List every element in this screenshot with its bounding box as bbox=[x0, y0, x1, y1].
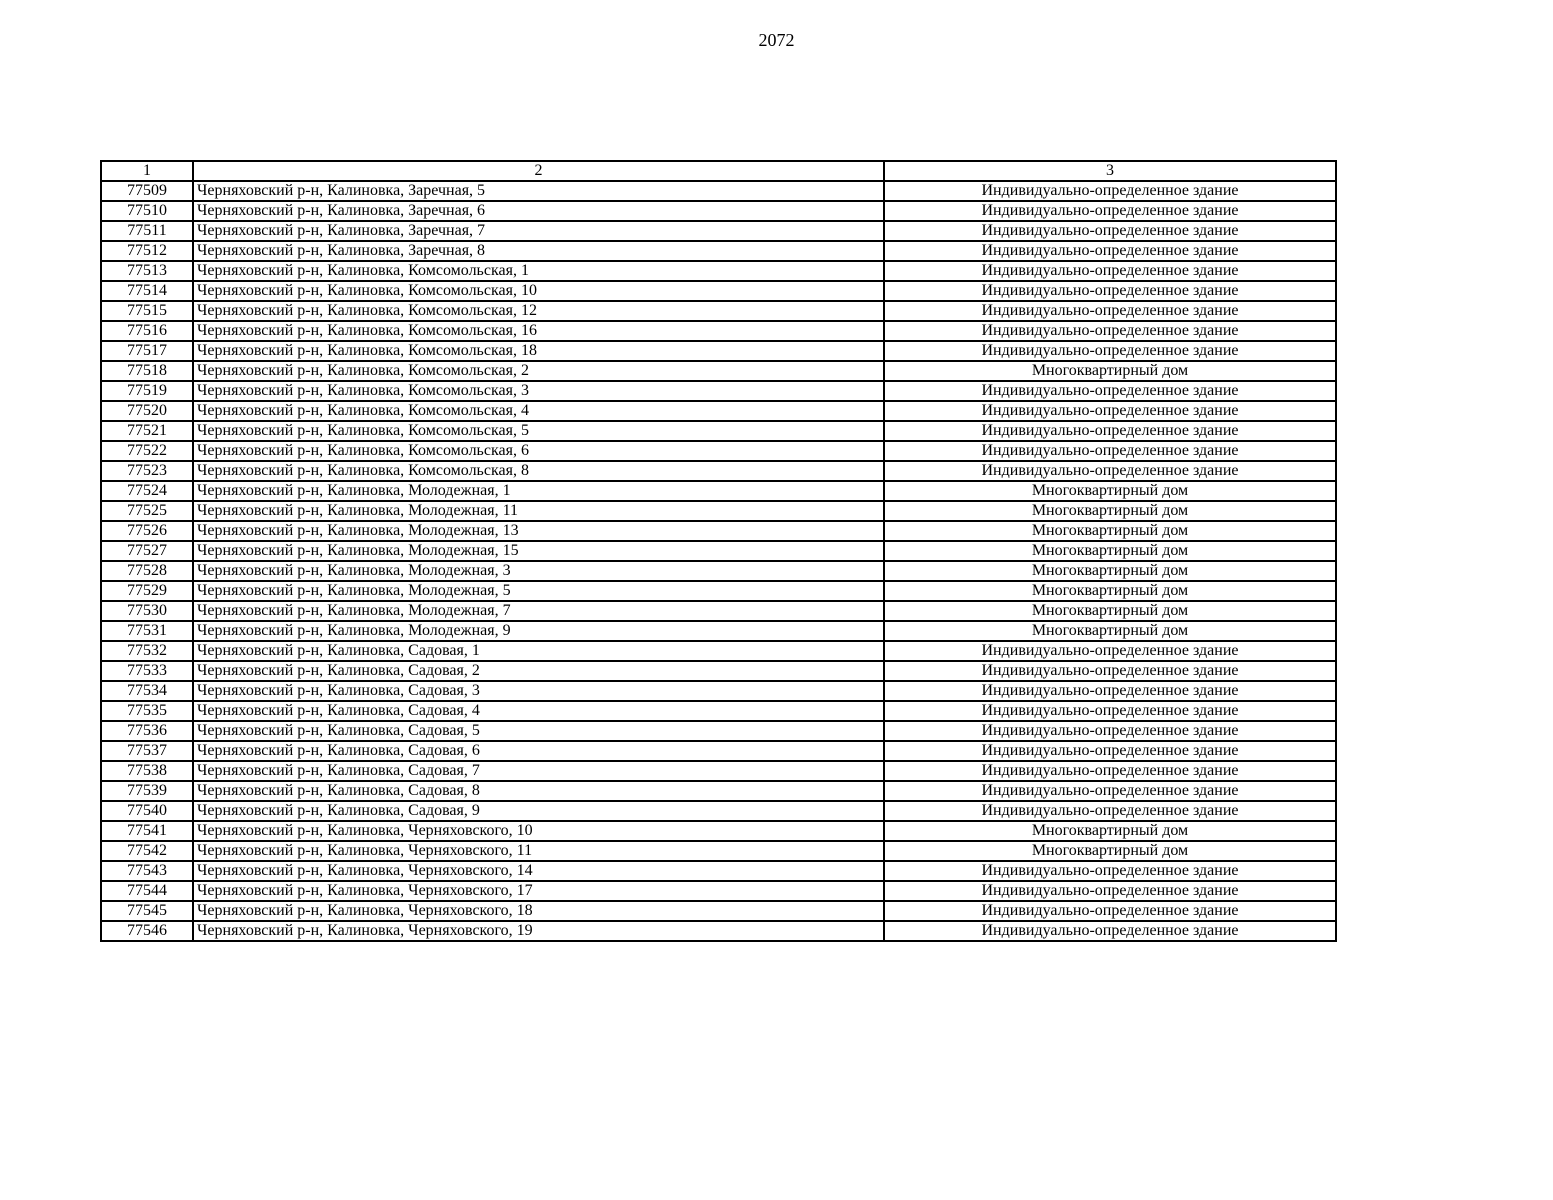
cell-number: 77528 bbox=[101, 561, 193, 581]
cell-address: Черняховский р-н, Калиновка, Комсомольская, 16 bbox=[193, 321, 884, 341]
cell-address: Черняховский р-н, Калиновка, Садовая, 3 bbox=[193, 681, 884, 701]
table-row bbox=[101, 181, 1336, 201]
cell-address: Черняховский р-н, Калиновка, Садовая, 4 bbox=[193, 701, 884, 721]
cell-number: 77516 bbox=[101, 321, 193, 341]
cell-building-type: Индивидуально-определенное здание bbox=[884, 421, 1336, 441]
cell-address: Черняховский р-н, Калиновка, Молодежная, 15 bbox=[193, 541, 884, 561]
cell-building-type: Многоквартирный дом bbox=[884, 541, 1336, 561]
cell-number: 77509 bbox=[101, 181, 193, 201]
cell-building-type: Индивидуально-определенное здание bbox=[884, 881, 1336, 901]
cell-address: Черняховский р-н, Калиновка, Заречная, 5 bbox=[193, 181, 884, 201]
cell-number: 77539 bbox=[101, 781, 193, 801]
cell-address: Черняховский р-н, Калиновка, Черняховского, 10 bbox=[193, 821, 884, 841]
cell-address: Черняховский р-н, Калиновка, Садовая, 8 bbox=[193, 781, 884, 801]
cell-address: Черняховский р-н, Калиновка, Садовая, 7 bbox=[193, 761, 884, 781]
cell-number: 77524 bbox=[101, 481, 193, 501]
cell-building-type: Индивидуально-определенное здание bbox=[884, 341, 1336, 361]
cell-number: 77519 bbox=[101, 381, 193, 401]
cell-building-type: Индивидуально-определенное здание bbox=[884, 661, 1336, 681]
cell-number: 77515 bbox=[101, 301, 193, 321]
cell-number: 77525 bbox=[101, 501, 193, 521]
cell-address: Черняховский р-н, Калиновка, Комсомольская, 5 bbox=[193, 421, 884, 441]
cell-address: Черняховский р-н, Калиновка, Комсомольская, 4 bbox=[193, 401, 884, 421]
cell-building-type: Многоквартирный дом bbox=[884, 841, 1336, 861]
cell-number: 77546 bbox=[101, 921, 193, 941]
table-row bbox=[101, 761, 1336, 781]
cell-building-type: Индивидуально-определенное здание bbox=[884, 801, 1336, 821]
cell-address: Черняховский р-н, Калиновка, Комсомольская, 3 bbox=[193, 381, 884, 401]
cell-address: Черняховский р-н, Калиновка, Садовая, 2 bbox=[193, 661, 884, 681]
cell-building-type: Индивидуально-определенное здание bbox=[884, 321, 1336, 341]
cell-address: Черняховский р-н, Калиновка, Молодежная, 11 bbox=[193, 501, 884, 521]
cell-address: Черняховский р-н, Калиновка, Молодежная, 5 bbox=[193, 581, 884, 601]
cell-number: 77521 bbox=[101, 421, 193, 441]
table-row bbox=[101, 461, 1336, 481]
cell-number: 77538 bbox=[101, 761, 193, 781]
table-row bbox=[101, 261, 1336, 281]
header-cell-address: 2 bbox=[193, 161, 884, 181]
table-row bbox=[101, 301, 1336, 321]
cell-building-type: Индивидуально-определенное здание bbox=[884, 261, 1336, 281]
cell-address: Черняховский р-н, Калиновка, Заречная, 7 bbox=[193, 221, 884, 241]
table-row bbox=[101, 201, 1336, 221]
cell-address: Черняховский р-н, Калиновка, Садовая, 5 bbox=[193, 721, 884, 741]
cell-number: 77542 bbox=[101, 841, 193, 861]
cell-address: Черняховский р-н, Калиновка, Комсомольская, 8 bbox=[193, 461, 884, 481]
cell-address: Черняховский р-н, Калиновка, Заречная, 6 bbox=[193, 201, 884, 221]
cell-number: 77518 bbox=[101, 361, 193, 381]
table-row bbox=[101, 841, 1336, 861]
cell-building-type: Индивидуально-определенное здание bbox=[884, 181, 1336, 201]
table-row bbox=[101, 341, 1336, 361]
cell-address: Черняховский р-н, Калиновка, Черняховского, 17 bbox=[193, 881, 884, 901]
cell-address: Черняховский р-н, Калиновка, Садовая, 6 bbox=[193, 741, 884, 761]
table-row bbox=[101, 881, 1336, 901]
table-row bbox=[101, 641, 1336, 661]
cell-address: Черняховский р-н, Калиновка, Садовая, 1 bbox=[193, 641, 884, 661]
table-row bbox=[101, 361, 1336, 381]
page-number: 2072 bbox=[758, 30, 795, 50]
table-row bbox=[101, 921, 1336, 941]
cell-address: Черняховский р-н, Калиновка, Молодежная, 1 bbox=[193, 481, 884, 501]
cell-building-type: Индивидуально-определенное здание bbox=[884, 681, 1336, 701]
table-row bbox=[101, 801, 1336, 821]
cell-address: Черняховский р-н, Калиновка, Молодежная, 7 bbox=[193, 601, 884, 621]
cell-building-type: Многоквартирный дом bbox=[884, 621, 1336, 641]
cell-address: Черняховский р-н, Калиновка, Молодежная, 13 bbox=[193, 521, 884, 541]
table-row bbox=[101, 561, 1336, 581]
cell-address: Черняховский р-н, Калиновка, Черняховского, 11 bbox=[193, 841, 884, 861]
header-row bbox=[101, 161, 1336, 181]
table-row bbox=[101, 241, 1336, 261]
cell-address: Черняховский р-н, Калиновка, Комсомольская, 12 bbox=[193, 301, 884, 321]
cell-number: 77522 bbox=[101, 441, 193, 461]
table-row bbox=[101, 601, 1336, 621]
table-row bbox=[101, 661, 1336, 681]
cell-building-type: Индивидуально-определенное здание bbox=[884, 281, 1336, 301]
cell-number: 77533 bbox=[101, 661, 193, 681]
table-row bbox=[101, 441, 1336, 461]
cell-number: 77523 bbox=[101, 461, 193, 481]
cell-building-type: Индивидуально-определенное здание bbox=[884, 461, 1336, 481]
cell-building-type: Многоквартирный дом bbox=[884, 361, 1336, 381]
table-row bbox=[101, 381, 1336, 401]
table-row bbox=[101, 721, 1336, 741]
table-row bbox=[101, 781, 1336, 801]
cell-address: Черняховский р-н, Калиновка, Черняховского, 14 bbox=[193, 861, 884, 881]
cell-number: 77541 bbox=[101, 821, 193, 841]
cell-building-type: Многоквартирный дом bbox=[884, 501, 1336, 521]
cell-number: 77520 bbox=[101, 401, 193, 421]
cell-number: 77544 bbox=[101, 881, 193, 901]
table-row bbox=[101, 701, 1336, 721]
cell-building-type: Многоквартирный дом bbox=[884, 561, 1336, 581]
table-row bbox=[101, 741, 1336, 761]
cell-building-type: Индивидуально-определенное здание bbox=[884, 921, 1336, 941]
cell-building-type: Индивидуально-определенное здание bbox=[884, 441, 1336, 461]
cell-number: 77517 bbox=[101, 341, 193, 361]
cell-building-type: Индивидуально-определенное здание bbox=[884, 741, 1336, 761]
cell-building-type: Многоквартирный дом bbox=[884, 481, 1336, 501]
cell-address: Черняховский р-н, Калиновка, Молодежная, 3 bbox=[193, 561, 884, 581]
table-row bbox=[101, 221, 1336, 241]
table-row bbox=[101, 681, 1336, 701]
cell-building-type: Индивидуально-определенное здание bbox=[884, 301, 1336, 321]
cell-building-type: Многоквартирный дом bbox=[884, 521, 1336, 541]
cell-building-type: Индивидуально-определенное здание bbox=[884, 761, 1336, 781]
cell-number: 77514 bbox=[101, 281, 193, 301]
cell-address: Черняховский р-н, Калиновка, Комсомольская, 10 bbox=[193, 281, 884, 301]
table-row bbox=[101, 581, 1336, 601]
table-row bbox=[101, 861, 1336, 881]
registry-table bbox=[100, 160, 1337, 942]
table-row bbox=[101, 821, 1336, 841]
cell-building-type: Индивидуально-определенное здание bbox=[884, 701, 1336, 721]
cell-building-type: Индивидуально-определенное здание bbox=[884, 201, 1336, 221]
cell-number: 77537 bbox=[101, 741, 193, 761]
cell-number: 77512 bbox=[101, 241, 193, 261]
cell-building-type: Многоквартирный дом bbox=[884, 821, 1336, 841]
cell-building-type: Индивидуально-определенное здание bbox=[884, 241, 1336, 261]
cell-number: 77513 bbox=[101, 261, 193, 281]
cell-address: Черняховский р-н, Калиновка, Комсомольская, 18 bbox=[193, 341, 884, 361]
table-row bbox=[101, 481, 1336, 501]
cell-building-type: Индивидуально-определенное здание bbox=[884, 901, 1336, 921]
table-row bbox=[101, 321, 1336, 341]
table-row bbox=[101, 421, 1336, 441]
cell-address: Черняховский р-н, Калиновка, Черняховского, 19 bbox=[193, 921, 884, 941]
table-row bbox=[101, 521, 1336, 541]
table-row bbox=[101, 901, 1336, 921]
table-row bbox=[101, 501, 1336, 521]
table-body bbox=[101, 161, 1336, 941]
table-row bbox=[101, 621, 1336, 641]
cell-building-type: Многоквартирный дом bbox=[884, 581, 1336, 601]
cell-number: 77529 bbox=[101, 581, 193, 601]
cell-number: 77543 bbox=[101, 861, 193, 881]
cell-address: Черняховский р-н, Калиновка, Комсомольская, 6 bbox=[193, 441, 884, 461]
cell-number: 77526 bbox=[101, 521, 193, 541]
table-row bbox=[101, 401, 1336, 421]
cell-address: Черняховский р-н, Калиновка, Комсомольская, 1 bbox=[193, 261, 884, 281]
cell-address: Черняховский р-н, Калиновка, Молодежная, 9 bbox=[193, 621, 884, 641]
cell-building-type: Индивидуально-определенное здание bbox=[884, 721, 1336, 741]
cell-number: 77530 bbox=[101, 601, 193, 621]
header-cell-type: 3 bbox=[884, 161, 1336, 181]
cell-number: 77540 bbox=[101, 801, 193, 821]
cell-building-type: Индивидуально-определенное здание bbox=[884, 861, 1336, 881]
cell-building-type: Индивидуально-определенное здание bbox=[884, 381, 1336, 401]
cell-building-type: Индивидуально-определенное здание bbox=[884, 641, 1336, 661]
cell-number: 77531 bbox=[101, 621, 193, 641]
cell-building-type: Индивидуально-определенное здание bbox=[884, 221, 1336, 241]
cell-number: 77511 bbox=[101, 221, 193, 241]
table-row bbox=[101, 281, 1336, 301]
cell-address: Черняховский р-н, Калиновка, Комсомольская, 2 bbox=[193, 361, 884, 381]
cell-number: 77535 bbox=[101, 701, 193, 721]
cell-number: 77534 bbox=[101, 681, 193, 701]
cell-building-type: Многоквартирный дом bbox=[884, 601, 1336, 621]
cell-number: 77545 bbox=[101, 901, 193, 921]
cell-address: Черняховский р-н, Калиновка, Черняховского, 18 bbox=[193, 901, 884, 921]
header-cell-number: 1 bbox=[101, 161, 193, 181]
table-row bbox=[101, 541, 1336, 561]
cell-building-type: Индивидуально-определенное здание bbox=[884, 781, 1336, 801]
cell-address: Черняховский р-н, Калиновка, Заречная, 8 bbox=[193, 241, 884, 261]
cell-number: 77527 bbox=[101, 541, 193, 561]
cell-building-type: Индивидуально-определенное здание bbox=[884, 401, 1336, 421]
cell-address: Черняховский р-н, Калиновка, Садовая, 9 bbox=[193, 801, 884, 821]
cell-number: 77532 bbox=[101, 641, 193, 661]
cell-number: 77536 bbox=[101, 721, 193, 741]
cell-number: 77510 bbox=[101, 201, 193, 221]
